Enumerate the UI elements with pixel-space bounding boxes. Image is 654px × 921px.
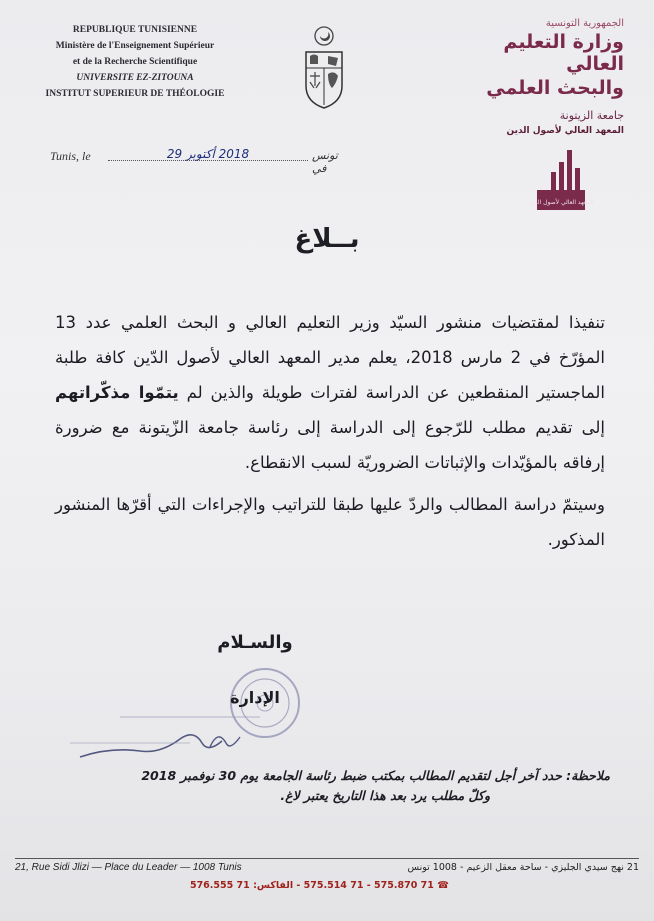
institute-logo bbox=[528, 148, 594, 214]
arabic-letterhead bbox=[474, 18, 624, 136]
ministry-label-ar: وزارة التعليم العالي bbox=[503, 31, 624, 75]
official-stamp-and-signature bbox=[60, 665, 310, 775]
date-value: 2018 أكتوبر 29 bbox=[166, 147, 250, 161]
footer-phone-numbers: ☎ 71 575.870 - 71 575.514 - الفاكس: 71 576.555 bbox=[189, 880, 449, 891]
paragraph-1-emphasis: يتمّوا مذكّراتهم bbox=[55, 383, 179, 402]
institute-label: INSTITUT SUPERIEUR DE THÉOLOGIE bbox=[45, 89, 225, 99]
deadline-note bbox=[45, 766, 610, 806]
notice-body bbox=[55, 305, 605, 557]
ministry-label: Ministère de l'Enseignement Supérieur bbox=[55, 41, 215, 51]
paragraph-1 bbox=[55, 305, 605, 480]
republic-label: REPUBLIQUE TUNISIENNE bbox=[72, 25, 198, 35]
tunisia-emblem-icon bbox=[298, 20, 350, 112]
french-letterhead bbox=[30, 22, 240, 102]
note-line-1: ملاحظة: حدد آخر أجل لتقديم المطالب بمكتب ضبط رئاسة الجامعة يوم 30 نوفمبر 2018 bbox=[141, 768, 610, 783]
ministry-label-ar-2: والبحث العلمي bbox=[486, 77, 624, 99]
footer-divider bbox=[15, 858, 639, 859]
date-line bbox=[50, 147, 338, 175]
paragraph-2: وسيتمّ دراسة المطالب والردّ عليها طبقا للتراتيب والإجراءات التي أقرّها المنشور المذكور. bbox=[55, 495, 605, 549]
university-label-ar: جامعة الزيتونة bbox=[559, 109, 624, 122]
footer-address-ar: 21 نهج سيدي الجليزي - ساحة معقل الزعيم - 1008 تونس bbox=[407, 862, 639, 873]
administration-signature-label: الإدارة bbox=[230, 688, 280, 707]
institute-label-ar: المعهد العالي لأصول الدين bbox=[506, 126, 624, 136]
institute-logo-text: المعهد العالي لأصول الدين bbox=[528, 199, 594, 206]
paragraph-1-part-a: تنفيذا لمقتضيات منشور السيّد وزير التعليم العالي و البحث العلمي عدد 13 المؤرّخ في 2 مارس 2018، يعلم مدير المعهد العالي لأصول الدّين كافة طلبة الماجستير المنقطعين عن الدراسة لفترات طويلة والذين لم bbox=[55, 313, 605, 402]
footer-address-fr: 21, Rue Sidi Jlizi — Place du Leader — 1008 Tunis bbox=[15, 862, 242, 873]
university-label: UNIVERSITE EZ-ZITOUNA bbox=[76, 73, 194, 83]
date-prefix-fr: Tunis, le bbox=[50, 149, 91, 163]
closing-salutation: والسـلام bbox=[217, 632, 293, 653]
document-title: بــلاغ bbox=[294, 224, 360, 254]
note-line-2: وكلّ مطلب يرد بعد هذا التاريخ يعتبر لاغ. bbox=[280, 788, 490, 803]
republic-label-ar: الجمهورية التونسية bbox=[545, 18, 624, 29]
letter-footer bbox=[15, 862, 639, 898]
ministry-label-2: et de la Recherche Scientifique bbox=[72, 57, 198, 67]
date-prefix-ar: تونس في bbox=[312, 149, 338, 175]
paragraph-1-part-b: إلى تقديم مطلب للرّجوع إلى الدراسة إلى رئاسة جامعة الزّيتونة مع ضرورة إرفاقه بالمؤيّدات والإثباتات الضروريّة لسبب الانقطاع. bbox=[55, 418, 605, 472]
